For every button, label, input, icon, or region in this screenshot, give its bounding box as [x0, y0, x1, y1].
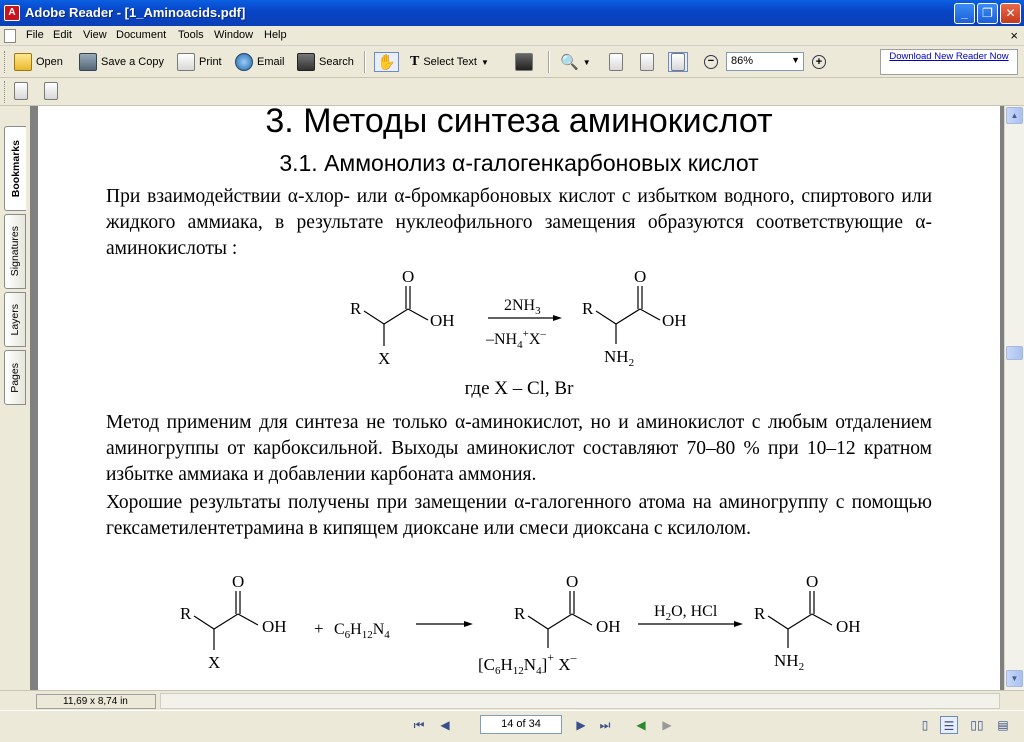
rotate-counterclockwise-icon [44, 82, 58, 100]
close-button[interactable]: ✕ [1000, 3, 1021, 24]
open-button[interactable]: Open [14, 52, 63, 72]
page-size-indicator: 11,69 x 8,74 in [36, 694, 156, 709]
page-number-field[interactable]: 14 of 34 [480, 715, 562, 734]
secondary-toolbar [0, 78, 1024, 106]
tab-layers[interactable]: Layers [4, 292, 26, 347]
intermediate-o-label: O [566, 572, 579, 591]
chevron-down-icon: ▼ [791, 55, 800, 65]
vertical-scrollbar[interactable] [1004, 106, 1024, 690]
scroll-down-button[interactable]: ▼ [1006, 670, 1023, 687]
product-r-label: R [582, 299, 594, 318]
tab-signatures[interactable]: Signatures [4, 214, 26, 289]
intermediate-r-label: R [514, 604, 526, 623]
zoom-select[interactable] [726, 52, 804, 71]
r-label: R [180, 604, 192, 623]
toolbar-grip[interactable] [4, 51, 7, 73]
reagent-byproduct: $-NH_4^+X^-$ [486, 328, 546, 351]
menu-file[interactable]: File [26, 29, 44, 41]
last-page-button[interactable]: ⏭ [599, 718, 611, 732]
zoom-value: 86% [731, 55, 754, 67]
zoom-in-tool-button[interactable] [560, 52, 591, 72]
oh-label: OH [262, 617, 287, 636]
download-reader-link-box[interactable] [880, 49, 1018, 75]
email-button[interactable]: Email [235, 52, 285, 72]
close-document-icon[interactable]: × [1010, 28, 1018, 43]
zoom-in-button[interactable] [812, 52, 826, 72]
chevron-down-icon: ▼ [480, 57, 489, 67]
pdf-page [38, 106, 1000, 690]
scroll-up-button[interactable]: ▲ [1006, 107, 1023, 124]
tab-bookmarks[interactable]: Bookmarks [4, 126, 26, 211]
product-o-label: O [806, 572, 819, 591]
email-globe-icon [235, 53, 253, 71]
toolbar-separator [364, 51, 366, 73]
rotate-counterclockwise-button[interactable] [44, 81, 58, 101]
select-text-button[interactable]: T Select Text ▼ [410, 54, 489, 69]
paragraph-3: Хорошие результаты получены при замещении α-галогенного атома на аминогруппу с помощью гексаметилентетрамина в кипящем диоксане или смеси диоксана с ксилолом. [106, 492, 932, 539]
toolbar-separator [548, 51, 550, 73]
print-button[interactable]: Print [177, 52, 222, 72]
actual-size-button[interactable] [609, 52, 623, 72]
maximize-button[interactable]: ❐ [977, 3, 998, 24]
navigation-pane [0, 106, 30, 690]
hand-tool-button[interactable] [374, 52, 399, 72]
save-copy-button[interactable]: Save a Copy [79, 52, 164, 72]
facing-view-button[interactable]: ▯▯ [970, 718, 984, 732]
zoom-out-button[interactable] [704, 52, 718, 72]
reaction-scheme-1 [338, 266, 708, 376]
page-fit-icon [640, 53, 654, 71]
search-button[interactable]: Search [297, 52, 354, 72]
minimize-button[interactable]: _ [954, 3, 975, 24]
plus-sign: + [314, 619, 324, 638]
folder-icon [14, 53, 32, 71]
next-page-button[interactable]: ▶ [576, 718, 586, 732]
go-back-button[interactable]: ◀ [636, 718, 646, 732]
camera-icon [515, 53, 533, 71]
hydrolysis-conditions: $H_2O$, HCl [654, 603, 718, 623]
toolbar-grip[interactable] [4, 81, 7, 103]
r-label: R [350, 299, 362, 318]
previous-page-button[interactable]: ◀ [440, 718, 450, 732]
rotate-clockwise-button[interactable] [14, 81, 28, 101]
page-heading: 3. Методы синтеза аминокислот [265, 106, 773, 140]
reaction-caption: где X – Cl, Br [464, 378, 574, 399]
reagent-ammonia: $2NH_3$ [504, 297, 541, 317]
product-r-label: R [754, 604, 766, 623]
paragraph-1: При взаимодействии α-хлор- или α-бромкарбоновых кислот с избытком водного, спиртового или жидкого аммиака, в результате нуклеофильного замещения образуются соответствующие α-аминокислоты : [106, 186, 932, 259]
download-reader-link[interactable]: Download New Reader Now [889, 51, 1009, 62]
binoculars-icon [297, 53, 315, 71]
horizontal-scrollbar[interactable] [160, 693, 1000, 709]
fit-width-button[interactable] [668, 52, 688, 72]
first-page-button[interactable]: ⏮ [413, 718, 425, 732]
product-o-label: O [634, 267, 647, 286]
section-heading: 3.1. Аммонолиз α-галогенкарбоновых кислот [279, 150, 759, 176]
fit-page-button[interactable] [640, 52, 654, 72]
printer-icon [177, 53, 195, 71]
window-title: Adobe Reader - [1_Aminoacids.pdf] [25, 5, 246, 20]
hexamine-formula: $C_6H_{12}N_4$ [334, 621, 390, 641]
menu-document[interactable]: Document [116, 29, 167, 41]
title-bar [0, 0, 1024, 26]
hexamine-salt: $[C_6H_{12}N_4]^+$ X– [478, 650, 577, 677]
menu-bar [0, 26, 1024, 46]
continuous-facing-view-button[interactable]: ▤ [997, 718, 1009, 732]
oh-label: OH [430, 311, 455, 330]
plus-circle-icon: + [812, 55, 826, 69]
main-toolbar [0, 46, 1024, 78]
menu-window[interactable]: Window [214, 29, 254, 41]
text-cursor-icon: T [410, 54, 420, 69]
menu-help[interactable]: Help [264, 29, 287, 41]
single-page-view-button[interactable]: ▯ [921, 718, 929, 732]
menu-tools[interactable]: Tools [178, 29, 204, 41]
page-icon [609, 53, 623, 71]
minus-circle-icon: − [704, 55, 718, 69]
document-viewport[interactable] [30, 106, 1004, 690]
product-nh2-label: $NH_2$ [604, 347, 635, 369]
product-oh-label: OH [662, 311, 687, 330]
x-label: X [208, 653, 221, 672]
carbonyl-o-label: O [402, 267, 415, 286]
tab-pages[interactable]: Pages [4, 350, 26, 405]
menu-view[interactable]: View [83, 29, 107, 41]
page-width-icon [671, 53, 685, 71]
chevron-down-icon: ▼ [582, 57, 591, 67]
carbonyl-o-label: O [232, 572, 245, 591]
hand-icon: ✋ [377, 54, 396, 71]
document-icon[interactable] [4, 29, 16, 43]
rotate-clockwise-icon [14, 82, 28, 100]
paragraph-2: Метод применим для синтеза не только α-аминокислот, но и аминокислот с любым отдалением аминогруппы от карбоксильной. Выходы аминокислот составляют 70–80 % при 10–12 кратном избытке аммиака и добавлении карбоната аммония. [106, 412, 932, 485]
scroll-thumb[interactable] [1006, 346, 1023, 360]
magnifier-plus-icon: 🔍 [560, 54, 579, 71]
product-oh-label: OH [836, 617, 861, 636]
go-forward-button[interactable]: ▶ [662, 718, 672, 732]
intermediate-oh-label: OH [596, 617, 621, 636]
adobe-reader-icon: A [4, 5, 20, 21]
reaction-scheme-2 [168, 568, 888, 690]
snapshot-tool-button[interactable] [515, 52, 533, 72]
floppy-disk-icon [79, 53, 97, 71]
menu-edit[interactable]: Edit [53, 29, 72, 41]
product-nh2-label: $NH_2$ [774, 651, 805, 673]
continuous-view-button[interactable]: ☰ [940, 716, 958, 734]
x-label: X [378, 349, 391, 368]
